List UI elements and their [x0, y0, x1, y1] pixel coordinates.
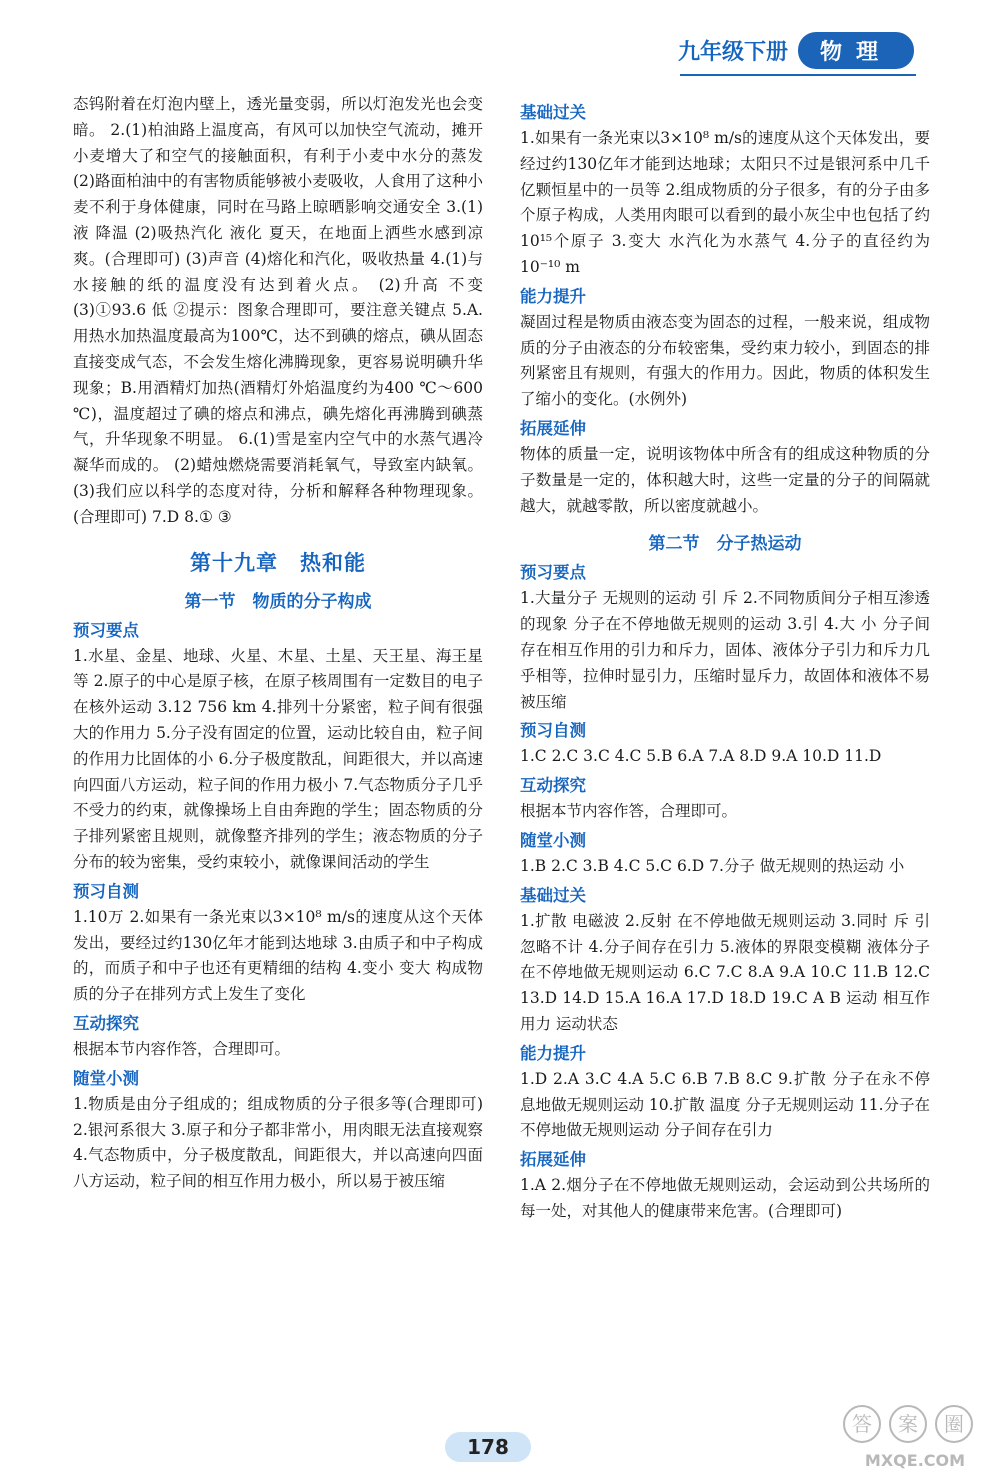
answer-text: 根据本节内容作答，合理即可。 — [520, 802, 738, 821]
answer-text: 1.水星、金星、地球、火星、木星、土星、天王星、海王星等 2.原子的中心是原子核，在原子核周围有一定数目的电子在核外运动 3.12 756 km 4.排列十分紧密，粒子间有很强大的作用力 5.分子没有固定的位置，运动比较自由，粒子间的作用力比固体的小 6.分子极度散乱，间距很大，并以高速向四面八方运动，粒子间的作用力极小 7.气态物质分子几乎不受力的约束，就像操场上自由奔跑的学生；固态物质的分子排列紧密且规则，就像整齐排列的学生；液态物质的分子分布的较为密集，受约束较小，就像课间活动的学生 — [73, 646, 483, 871]
subsection-heading: 能力提升 — [520, 1043, 586, 1063]
answer-text: 1.大量分子 无规则的运动 引 斥 2.不同物质间分子相互渗透的现象 分子在不停地做无规则的运动 3.引 4.大 小 分子间存在相互作用的引力和斥力，固体、液体分子引力和斥力几乎相等，拉伸时显引力，压缩时显斥力，故固体和液体不易被压缩 — [520, 589, 930, 711]
right-column — [520, 97, 930, 1225]
answer-text: 1.A 2.烟分子在不停地做无规则运动，会运动到公共场所的每一处，对其他人的健康带来危害。(合理即可) — [520, 1176, 930, 1220]
watermark-url: MXQE.COM — [864, 1451, 966, 1470]
answer-text: 1.扩散 电磁波 2.反射 在不停地做无规则运动 3.同时 斥 引 忽略不计 4.分子间存在引力 5.液体的界限变模糊 液体分子在不停地做无规则运动 6.C 7.C 8.A 9.A 10.C 11.B 12.C 13.D 14.D 15.A 16.A 17.D 18.D 19.C A B 运动 相互作用力 运动状态 — [520, 911, 930, 1033]
watermark-char-2: 案 — [898, 1412, 918, 1436]
watermark-char-1: 答 — [852, 1412, 872, 1436]
subsection-heading: 预习自测 — [73, 881, 139, 901]
subsection-heading: 互动探究 — [73, 1013, 139, 1033]
answer-text: 1.B 2.C 3.B 4.C 5.C 6.D 7.分子 做无规则的热运动 小 — [520, 856, 905, 875]
answer-text: 1.D 2.A 3.C 4.A 5.C 6.B 7.B 8.C 9.扩散 分子在永不停息地做无规则运动 10.扩散 温度 分子无规则运动 11.分子在不停地做无规则运动 分子间存在引力 — [520, 1069, 931, 1140]
left-column — [73, 92, 483, 1195]
subsection-heading: 随堂小测 — [73, 1068, 139, 1088]
subsection-heading: 预习要点 — [520, 563, 586, 583]
subsection-heading: 预习自测 — [520, 721, 586, 741]
subsection-heading: 基础过关 — [520, 885, 586, 905]
subsection-heading: 能力提升 — [520, 286, 586, 306]
answer-text: 1.如果有一条光束以3×10⁸ m/s的速度从这个天体发出，要经过约130亿年才能到达地球；太阳只不过是银河系中几千亿颗恒星中的一员等 2.组成物质的分子很多，有的分子由多个原子构成，人类用肉眼可以看到的最小灰尘中也包括了约10¹⁵个原子 3.变大 水汽化为水蒸气 4.分子的直径约为10⁻¹⁰ m — [520, 129, 930, 276]
section-title: 第一节 物质的分子构成 — [184, 591, 372, 612]
answer-text: 物体的质量一定，说明该物体中所含有的组成这种物质的分子数量是一定的，体积越大时，这些一定量的分子的间隔就越大，就越零散，所以密度就越小。 — [520, 444, 930, 515]
answer-text: 1.C 2.C 3.C 4.C 5.B 6.A 7.A 8.D 9.A 10.D 11.D — [520, 747, 882, 766]
watermark-char-3: 圈 — [944, 1412, 964, 1436]
answer-text: 根据本节内容作答，合理即可。 — [73, 1039, 291, 1058]
grade-label: 九年级下册 — [677, 39, 788, 65]
subsection-heading: 预习要点 — [73, 620, 139, 640]
answer-text: 1.物质是由分子组成的；组成物质的分子很多等(合理即可) 2.银河系很大 3.原子和分子都非常小，用肉眼无法直接观察 4.气态物质中，分子极度散乱，间距很大，并以高速向四面八方运动，粒子间的相互作用力极小，所以易于被压缩 — [73, 1094, 483, 1191]
header-badge — [678, 30, 914, 70]
subject-badge: 物理 — [798, 32, 914, 69]
header-divider — [680, 74, 916, 76]
chapter-title: 第十九章 热和能 — [190, 550, 366, 575]
subsection-heading: 基础过关 — [520, 103, 586, 122]
answer-text: 1.10万 2.如果有一条光束以3×10⁸ m/s的速度从这个天体发出，要经过约130亿年才能到达地球 3.由质子和中子构成的，而质子和中子也还有更精细的结构 4.变小 变大 构成物质的分子在排列方式上发生了变化 — [73, 907, 483, 1004]
subsection-heading: 拓展延伸 — [520, 418, 586, 438]
answer-text: 凝固过程是物质由液态变为固态的过程，一般来说，组成物质的分子由液态的分布较密集，受约束力较小，到固态的排列紧密且有规则，有强大的作用力。因此，物质的体积发生了缩小的变化。(水例外) — [520, 312, 930, 409]
subsection-heading: 互动探究 — [520, 776, 586, 796]
subsection-heading: 拓展延伸 — [520, 1150, 586, 1170]
subsection-heading: 随堂小测 — [520, 830, 586, 850]
answer-text: 态钨附着在灯泡内壁上，透光量变弱，所以灯泡发光也会变暗。 2.(1)柏油路上温度高，有风可以加快空气流动，摊开小麦增大了和空气的接触面积，有利于小麦中水分的蒸发 (2)路面柏油中的有害物质能够被小麦吸收，人食用了这种小麦不利于身体健康，同时在马路上晾晒影响交通安全 3.(1)液 降温 (2)吸热汽化 液化 夏天，在地面上洒些水感到凉爽。(合理即可) (3)声音 (4)熔化和汽化，吸收热量 4.(1)与水接触的纸的温度没有达到着火点。 (2)升高 不变 (3)①93.6 低 ②提示：图象合理即可，要注意关键点 5.A.用热水加热温度最高为100℃，达不到碘的熔点，碘从固态直接变成气态，不会发生熔化沸腾现象，更容易说明碘升华现象；B.用酒精灯加热(酒精灯外焰温度约为400 ℃～600 ℃)，温度超过了碘的熔点和沸点，碘先熔化再沸腾到碘蒸气，升华现象不明显。 6.(1)雪是室内空气中的水蒸气遇冷凝华而成的。 (2)蜡烛燃烧需要消耗氧气，导致室内缺氧。(3)我们应以科学的态度对待，分析和解释各种物理现象。(合理即可) 7.D 8.① ③ — [73, 95, 483, 526]
page-number: 178 — [445, 1432, 531, 1462]
watermark-logo — [840, 1400, 990, 1475]
section-title: 第二节 分子热运动 — [648, 534, 802, 555]
